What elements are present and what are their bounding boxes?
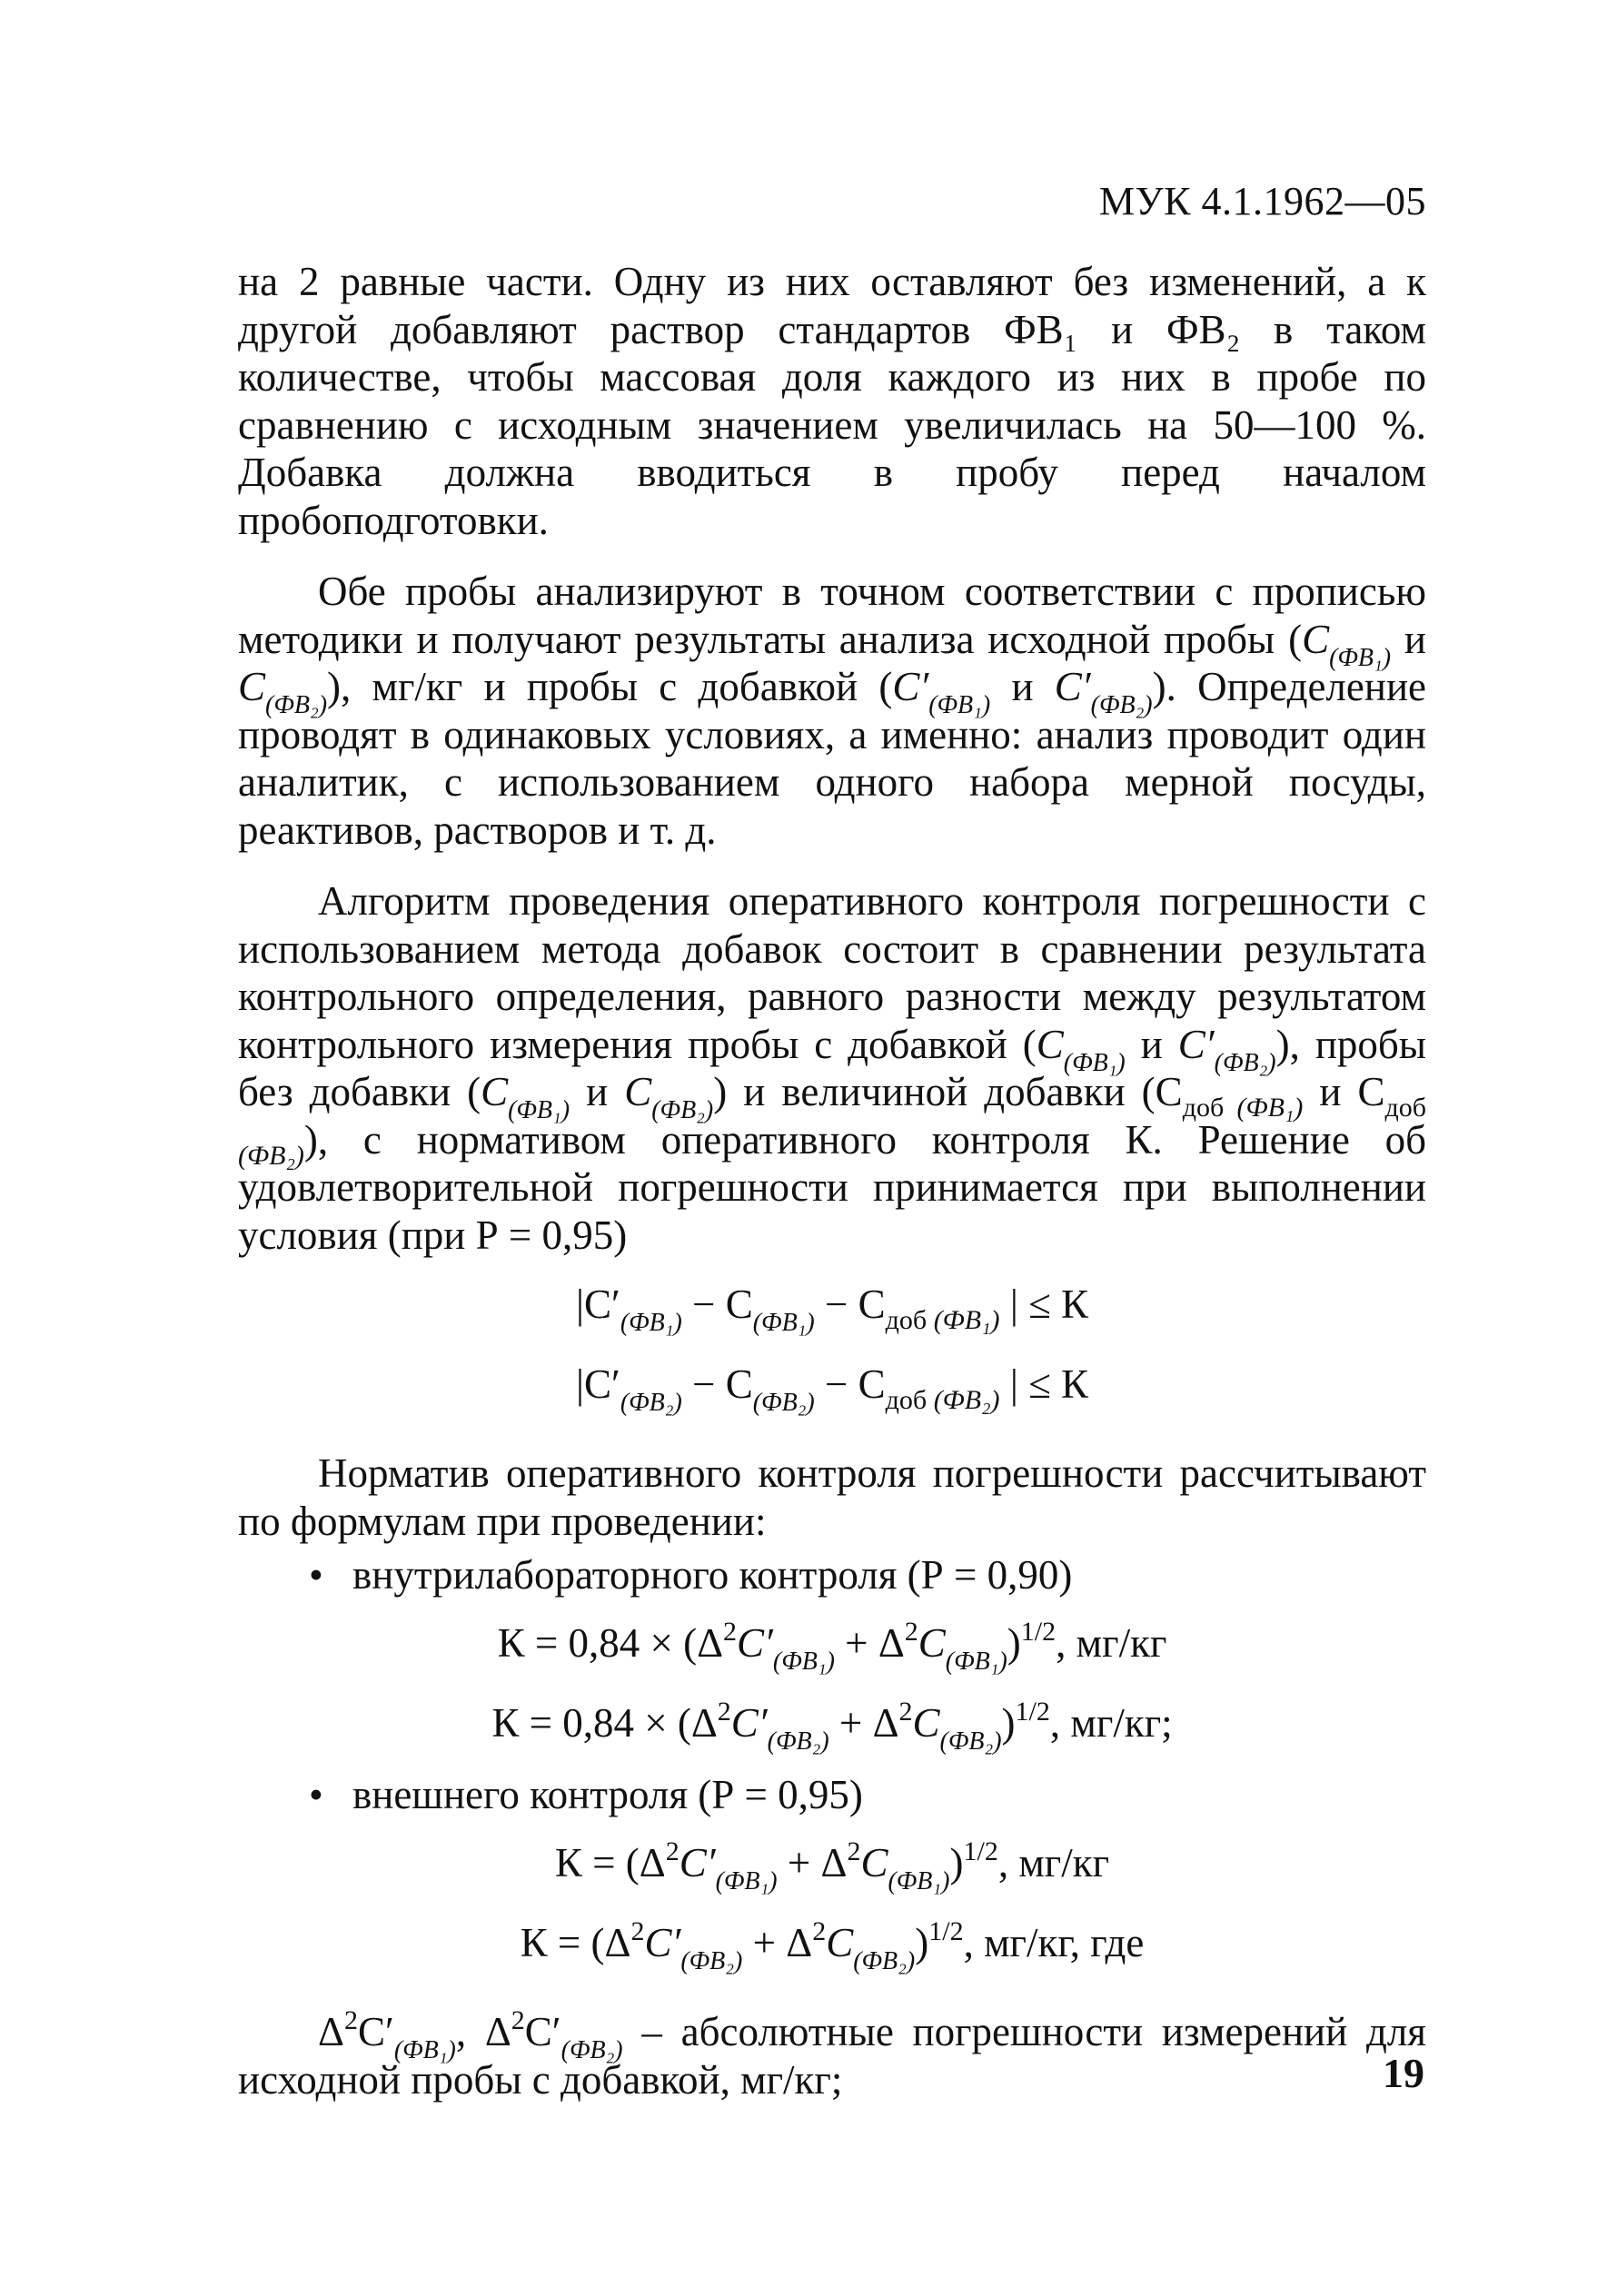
condition-formula-1: $|С'_{(ФВ_1)} - С_{(ФВ_1)} - С_{доб (ФВ_1)}$ | ≤ К [575, 1282, 1089, 1337]
paragraph-4: Норматив оперативного контроля погрешности рассчитывают по формулам при проведении: [238, 1450, 1426, 1544]
bullet-icon: • [309, 1552, 323, 1598]
doc-code-header: МУК 4.1.1962—05 [1098, 179, 1426, 223]
bullet-icon: • [309, 1772, 323, 1817]
bullet-internal-control: • внутрилабораторного контроля (Р = 0,90) [238, 1545, 1426, 1605]
paragraph-3: Алгоритм проведения оперативного контроля погрешности с использованием метода добавок состоит в сравнении результата контрольного определения, равного разности между результатом контрольного измерения пробы с добавкой ($C_{(ФВ_1)}$ и $C'_{(ФВ_2)}$), пробы без добавки ($C_{(ФВ_1)}$ и $C_{(ФВ_2)}$) и величиной добавки ($С_{доб (ФВ_1)}$ и $С_{доб (ФВ_2)}$), с нормативом оперативного контроля К. Решение об удовлетворительной погрешности принимается при выполнении условия (при Р = 0,95) [238, 878, 1427, 1258]
page-body [238, 258, 1426, 2103]
bullet-external-control: • внешнего контроля (Р = 0,95) [238, 1765, 1426, 1825]
internal-formula-1: $К = 0,84 \times (\Delta^2C'_{(ФВ_1)} + \Delta^2C_{(ФВ_1)})^{1/2}$, мг/кг [497, 1617, 1167, 1676]
page-number: 19 [1383, 2050, 1424, 2096]
paragraph-2: Обе пробы анализируют в точном соответствии с прописью методики и получают результаты анализа исходной пробы ($C_{(ФВ_1)}$ и $C_{(ФВ_2)}$), мг/кг и пробы с добавкой ($C'_{(ФВ_1)}$ и $C'_{(ФВ_2)}$). Определение проводят в одинаковых условиях, а именно: анализ проводит один аналитик, с использованием одного набора мерной посуды, реактивов, растворов и т. д. [238, 569, 1426, 853]
internal-formula-2: $К = 0,84 \times (\Delta^2C'_{(ФВ_2)} + \Delta^2C_{(ФВ_2)})^{1/2}$, мг/кг; [491, 1697, 1173, 1756]
external-formula-1: $К = (\Delta^2C'_{(ФВ_1)} + \Delta^2C_{(ФВ_1)})^{1/2}$, мг/кг [554, 1836, 1110, 1895]
condition-formula-2: $|С'_{(ФВ_2)} - С_{(ФВ_2)} - С_{доб (ФВ_2)}$ | ≤ К [575, 1361, 1089, 1417]
external-formula-2: $К = (\Delta^2C'_{(ФВ_2)} + \Delta^2C_{(ФВ_2)})^{1/2}$, мг/кг, где [520, 1916, 1145, 1975]
paragraph-1: на 2 равные части. Одну из них оставляют без изменений, а к другой добавляют раствор стандартов ФВ₁ и ФВ₂ в таком количестве, чтобы массовая доля каждого из них в пробе по сравнению с исходным значением увеличилась на 50—100 %. Добавка должна вводиться в пробу перед началом пробоподготовки. [238, 259, 1426, 543]
paragraph-5: $\Delta^2С'_{(ФВ_1)}$, $\Delta^2С'_{(ФВ_2)}$ – абсолютные погрешности измерений для исходной пробы с добавкой, мг/кг; [238, 2005, 1427, 2103]
